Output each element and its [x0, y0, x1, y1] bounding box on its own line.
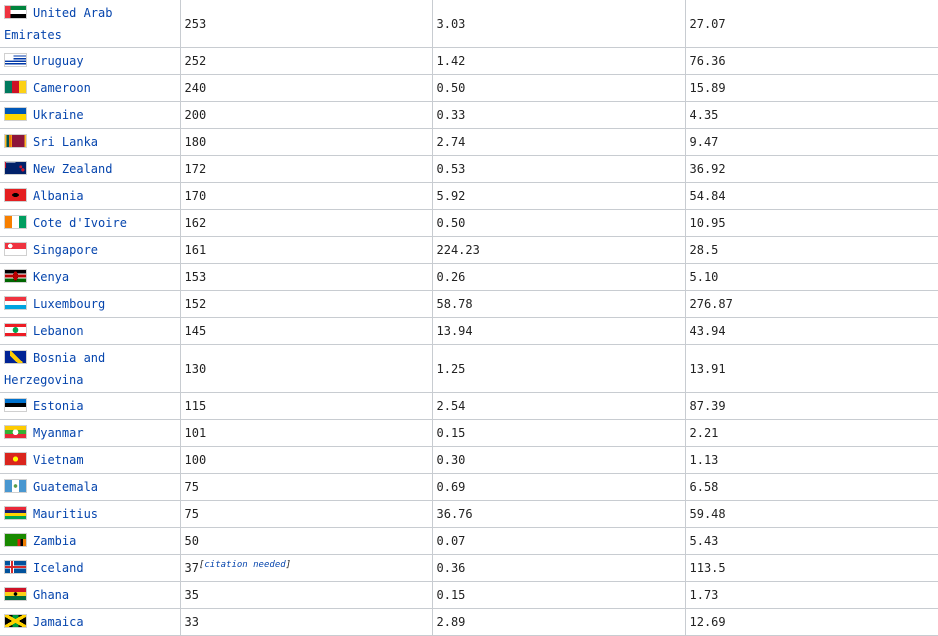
- new-zealand-flag-icon: [4, 161, 27, 175]
- value-cell: 1.13: [685, 447, 938, 474]
- value-cell: 5.92: [432, 183, 685, 210]
- value-cell: 28.5: [685, 237, 938, 264]
- value-text: 172: [184, 162, 207, 176]
- country-link[interactable]: Cameroon: [33, 81, 91, 95]
- value-cell: 0.69: [432, 474, 685, 501]
- table-row: [0, 102, 938, 129]
- country-link[interactable]: Zambia: [33, 534, 77, 548]
- country-link[interactable]: Uruguay: [33, 54, 84, 68]
- country-link[interactable]: Cote d'Ivoire: [33, 216, 127, 230]
- country-cell: [0, 555, 180, 582]
- value-cell: 113.5: [685, 555, 938, 582]
- estonia-flag-icon: [4, 398, 27, 412]
- value-cell: 276.87: [685, 291, 938, 318]
- value-cell: [180, 318, 432, 345]
- value-cell: [180, 447, 432, 474]
- value-cell: 76.36: [685, 48, 938, 75]
- value-cell: [180, 183, 432, 210]
- country-cell: [0, 183, 180, 210]
- value-cell: [180, 291, 432, 318]
- value-text: 75: [184, 507, 199, 521]
- country-link[interactable]: Bosnia and Herzegovina: [4, 350, 106, 387]
- value-cell: [180, 129, 432, 156]
- value-cell: 1.73: [685, 582, 938, 609]
- value-cell: [180, 528, 432, 555]
- value-cell: [180, 48, 432, 75]
- value-cell: 2.54: [432, 393, 685, 420]
- value-cell: 1.25: [432, 345, 685, 393]
- cote-divoire-flag-icon: [4, 215, 27, 229]
- value-cell: 6.58: [685, 474, 938, 501]
- value-cell: 54.84: [685, 183, 938, 210]
- value-text: 161: [184, 243, 207, 257]
- country-cell: [0, 609, 180, 636]
- table-row: [0, 264, 938, 291]
- country-link[interactable]: Myanmar: [33, 426, 84, 440]
- value-cell: [180, 555, 432, 582]
- country-cell: [0, 318, 180, 345]
- value-cell: [180, 0, 432, 48]
- value-cell: 0.30: [432, 447, 685, 474]
- cameroon-flag-icon: [4, 80, 27, 94]
- value-cell: 10.95: [685, 210, 938, 237]
- value-cell: 87.39: [685, 393, 938, 420]
- luxembourg-flag-icon: [4, 296, 27, 310]
- value-cell: 0.07: [432, 528, 685, 555]
- table-row: [0, 345, 938, 393]
- country-link[interactable]: Iceland: [33, 561, 84, 575]
- country-cell: [0, 582, 180, 609]
- country-link[interactable]: Sri Lanka: [33, 135, 99, 149]
- country-cell: [0, 48, 180, 75]
- country-cell: [0, 447, 180, 474]
- kenya-flag-icon: [4, 269, 27, 283]
- value-text: 100: [184, 453, 207, 467]
- table-row: [0, 420, 938, 447]
- value-cell: [180, 582, 432, 609]
- table-row: [0, 555, 938, 582]
- country-link[interactable]: Mauritius: [33, 507, 99, 521]
- vietnam-flag-icon: [4, 452, 27, 466]
- singapore-flag-icon: [4, 242, 27, 256]
- value-cell: 0.15: [432, 582, 685, 609]
- value-cell: [180, 393, 432, 420]
- bosnia-flag-icon: [4, 350, 27, 364]
- value-cell: 36.92: [685, 156, 938, 183]
- citation-note: [199, 560, 291, 570]
- value-text: 75: [184, 480, 199, 494]
- value-cell: 13.91: [685, 345, 938, 393]
- value-cell: 5.10: [685, 264, 938, 291]
- value-cell: 0.36: [432, 555, 685, 582]
- country-cell: [0, 156, 180, 183]
- value-cell: 5.43: [685, 528, 938, 555]
- value-cell: [180, 420, 432, 447]
- country-cell: [0, 393, 180, 420]
- uruguay-flag-icon: [4, 53, 27, 67]
- value-text: 152: [184, 297, 207, 311]
- value-cell: [180, 264, 432, 291]
- country-link[interactable]: Kenya: [33, 270, 70, 284]
- country-link[interactable]: New Zealand: [33, 162, 113, 176]
- table-row: [0, 210, 938, 237]
- value-cell: [180, 210, 432, 237]
- table-row: [0, 318, 938, 345]
- country-link[interactable]: Lebanon: [33, 324, 84, 338]
- country-link[interactable]: Ghana: [33, 588, 70, 602]
- country-cell: [0, 474, 180, 501]
- country-cell: [0, 0, 180, 48]
- value-cell: 0.15: [432, 420, 685, 447]
- value-cell: [180, 474, 432, 501]
- value-cell: 2.74: [432, 129, 685, 156]
- country-cell: [0, 264, 180, 291]
- value-cell: 36.76: [432, 501, 685, 528]
- country-cell: [0, 75, 180, 102]
- guatemala-flag-icon: [4, 479, 27, 493]
- value-text: 200: [184, 108, 207, 122]
- value-cell: 224.23: [432, 237, 685, 264]
- country-cell: [0, 291, 180, 318]
- value-cell: 0.26: [432, 264, 685, 291]
- bracket: ]: [285, 560, 292, 570]
- country-cell: [0, 237, 180, 264]
- mauritius-flag-icon: [4, 506, 27, 520]
- value-cell: [180, 609, 432, 636]
- country-link[interactable]: Jamaica: [33, 615, 84, 629]
- table-row: [0, 48, 938, 75]
- table-row: [0, 237, 938, 264]
- value-text: 145: [184, 324, 207, 338]
- value-cell: 12.69: [685, 609, 938, 636]
- value-cell: 15.89: [685, 75, 938, 102]
- table-row: [0, 609, 938, 636]
- country-cell: [0, 528, 180, 555]
- value-cell: 0.50: [432, 75, 685, 102]
- value-cell: 3.03: [432, 0, 685, 48]
- value-cell: 27.07: [685, 0, 938, 48]
- country-cell: [0, 501, 180, 528]
- country-link[interactable]: Ukraine: [33, 108, 84, 122]
- value-cell: 2.89: [432, 609, 685, 636]
- country-cell: [0, 345, 180, 393]
- table-row: [0, 582, 938, 609]
- country-link[interactable]: United Arab Emirates: [4, 5, 113, 42]
- citation-needed-link[interactable]: citation needed: [204, 560, 286, 570]
- value-cell: 58.78: [432, 291, 685, 318]
- country-cell: [0, 420, 180, 447]
- value-cell: 0.33: [432, 102, 685, 129]
- value-text: 101: [184, 426, 207, 440]
- value-cell: [180, 102, 432, 129]
- value-text: 253: [184, 16, 207, 31]
- value-cell: [180, 156, 432, 183]
- table-row: [0, 528, 938, 555]
- country-link[interactable]: Estonia: [33, 399, 84, 413]
- country-link[interactable]: Guatemala: [33, 480, 99, 494]
- value-text: 130: [184, 361, 207, 376]
- value-text: 170: [184, 189, 207, 203]
- value-cell: 59.48: [685, 501, 938, 528]
- value-cell: [180, 75, 432, 102]
- ukraine-flag-icon: [4, 107, 27, 121]
- uae-flag-icon: [4, 5, 27, 19]
- value-text: 153: [184, 270, 207, 284]
- country-cell: [0, 129, 180, 156]
- myanmar-flag-icon: [4, 425, 27, 439]
- value-text: 33: [184, 615, 199, 629]
- table-row: [0, 183, 938, 210]
- table-row: [0, 129, 938, 156]
- iceland-flag-icon: [4, 560, 27, 574]
- value-cell: [180, 237, 432, 264]
- table-row: [0, 0, 938, 48]
- table-row: [0, 393, 938, 420]
- table-row: [0, 474, 938, 501]
- value-text: 50: [184, 534, 199, 548]
- value-cell: 13.94: [432, 318, 685, 345]
- value-cell: 9.47: [685, 129, 938, 156]
- lebanon-flag-icon: [4, 323, 27, 337]
- ghana-flag-icon: [4, 587, 27, 601]
- value-cell: 0.50: [432, 210, 685, 237]
- value-cell: [180, 345, 432, 393]
- value-text: 240: [184, 81, 207, 95]
- value-cell: 4.35: [685, 102, 938, 129]
- table-row: [0, 501, 938, 528]
- value-text: 180: [184, 135, 207, 149]
- value-cell: 2.21: [685, 420, 938, 447]
- zambia-flag-icon: [4, 533, 27, 547]
- table-row: [0, 75, 938, 102]
- bracket: [: [198, 560, 205, 570]
- country-link[interactable]: Singapore: [33, 243, 99, 257]
- value-cell: 43.94: [685, 318, 938, 345]
- country-cell: [0, 102, 180, 129]
- table-row: [0, 291, 938, 318]
- jamaica-flag-icon: [4, 614, 27, 628]
- country-link[interactable]: Luxembourg: [33, 297, 106, 311]
- value-text: 162: [184, 216, 207, 230]
- value-cell: 1.42: [432, 48, 685, 75]
- table-row: [0, 447, 938, 474]
- value-text: 115: [184, 399, 207, 413]
- value-text: 252: [184, 54, 207, 68]
- country-link[interactable]: Albania: [33, 189, 84, 203]
- sri-lanka-flag-icon: [4, 134, 27, 148]
- albania-flag-icon: [4, 188, 27, 202]
- value-cell: [180, 501, 432, 528]
- value-cell: 0.53: [432, 156, 685, 183]
- value-text: 37: [184, 561, 199, 575]
- value-text: 35: [184, 588, 199, 602]
- table-row: [0, 156, 938, 183]
- country-link[interactable]: Vietnam: [33, 453, 84, 467]
- country-cell: [0, 210, 180, 237]
